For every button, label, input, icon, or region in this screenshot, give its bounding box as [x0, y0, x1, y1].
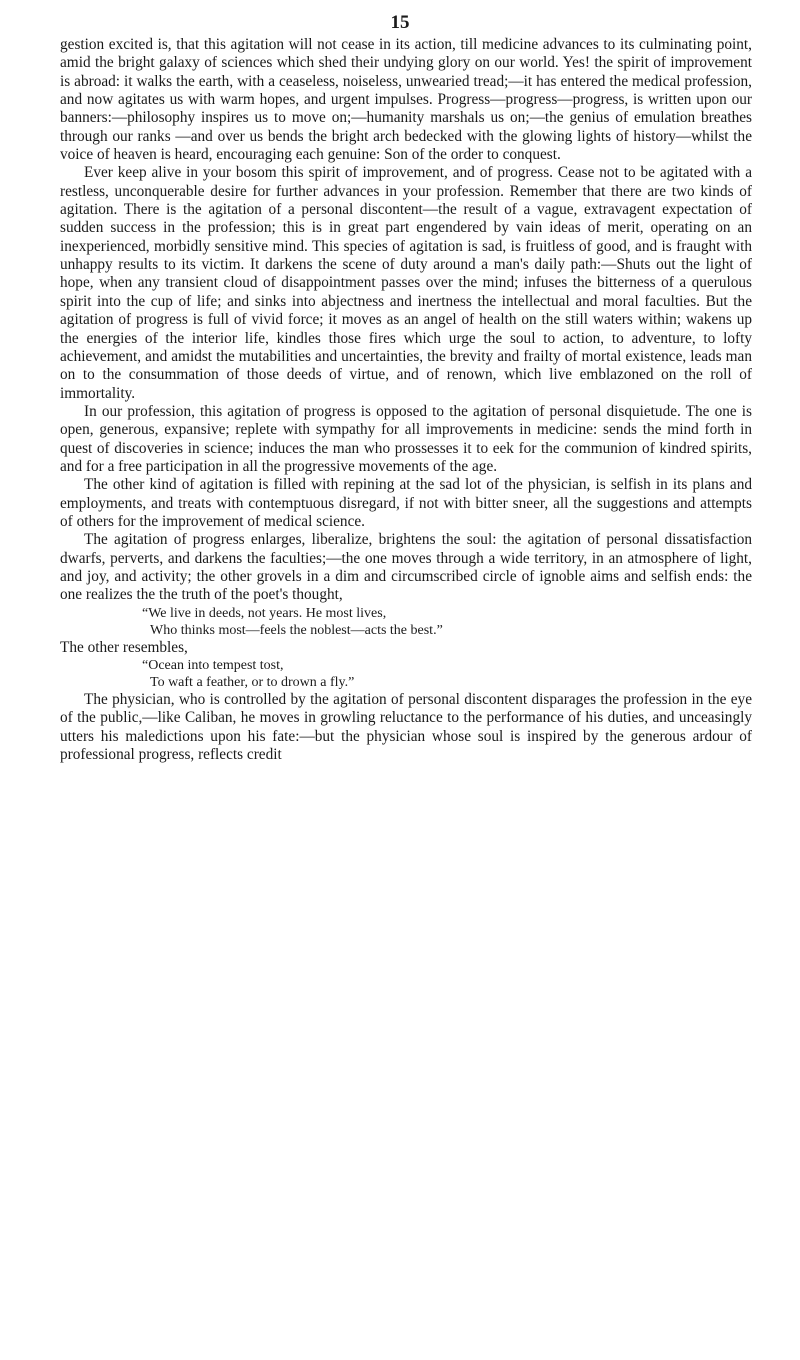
verse-quote-1 — [142, 605, 752, 639]
paragraph-3: In our profession, this agitation of progress is opposed to the agitation of personal disquietude. The one is open, generous, expansive; replete with sympathy for all improvements in medicine: sends the mind forth in quest of discoveries in science; induces the man who prossesses it to eek for the communion of kindred spirits, and for a free participation in all the progressive movements of the age. — [60, 402, 752, 475]
verse-quote-2 — [142, 657, 752, 691]
paragraph-5: The agitation of progress enlarges, liberalize, brightens the soul: the agitation of personal dissatisfaction dwarfs, perverts, and darkens the faculties;—the one moves through a wide territory, in an atmosphere of light, and joy, and activity; the other grovels in a dim and circumscribed circle of ignoble aims and selfish ends: the one realizes the the truth of the poet's thought, — [60, 531, 752, 604]
paragraph-4: The other kind of agitation is filled with repining at the sad lot of the physician, is selfish in its plans and employments, and treats with contemptuous disregard, if not with bitter sneer, all the suggestions and attempts of others for the improvement of medical science. — [60, 476, 752, 530]
body-text — [60, 36, 752, 764]
paragraph-final: The physician, who is controlled by the agitation of personal discontent disparages the profession in the eye of the public,—like Caliban, he moves in growling reluctance to the performance of his duties, and unceasingly utters his maledictions upon his fate:—but the physician whose soul is inspired by the generous ardour of professional progress, reflects credit — [60, 691, 752, 764]
verse-line: “Ocean into tempest tost, — [142, 658, 284, 673]
verse-line: Who thinks most—feels the noblest—acts the best.” — [150, 622, 443, 638]
transition-line: The other resembles, — [60, 638, 188, 656]
page-number: 15 — [390, 12, 410, 33]
paragraph-1: gestion excited is, that this agitation will not cease in its action, till medicine advances to its culminating point, amid the bright galaxy of sciences which shed their undying glory on our world. Yes! the spirit of improvement is abroad: it walks the earth, with a ceaseless, noiseless, unwearied tread;—it has entered the medical profession, and now agitates us with warm hopes, and urgent impulses. Progress—progress—progress, is written upon our banners:—philosophy inspires us to move on;—humanity marshals us on;—the genius of emulation breathes through our ranks —and over us bends the bright arch bedecked with the glowing lights of history—whilst the voice of heaven is heard, encouraging each genuine: Son of the order to conquest. — [60, 36, 752, 164]
verse-line: “We live in deeds, not years. He most lives, — [142, 605, 387, 621]
verse-line: To waft a feather, or to drown a fly.” — [150, 675, 355, 690]
paragraph-2: Ever keep alive in your bosom this spirit of improvement, and of progress. Cease not to be agitated with a restless, unconquerable desire for further advances in your profession. Remember that there are two kinds of agitation. There is the agitation of a personal discontent—the result of a vague, extravagent expectation of sudden success in the profession; this is in great part engendered by vain ideas of merit, operating on an inexperienced, morbidly sensitive mind. This species of agitation is sad, is fruitless of good, and is fraught with unhappy results to its victim. It darkens the scene of duty around a man's daily path:—Shuts out the light of hope, when any transient cloud of disappointment passes over the mind; infuses the bitterness of a querulous spirit into the cup of life; and sinks into abjectness and inertness the intellectual and moral faculties. But the agitation of progress is full of vivid force; it moves as an angel of health on the still waters within; wakens up the energies of the interior life, kindles those fires which urge the soul to action, to adventure, to lofty achievement, and amidst the mutabilities and uncertainties, the brevity and frailty of mortal existence, leads man on to the consummation of those deeds of virtue, and of renown, which live emblazoned on the roll of immortality. — [60, 164, 752, 402]
